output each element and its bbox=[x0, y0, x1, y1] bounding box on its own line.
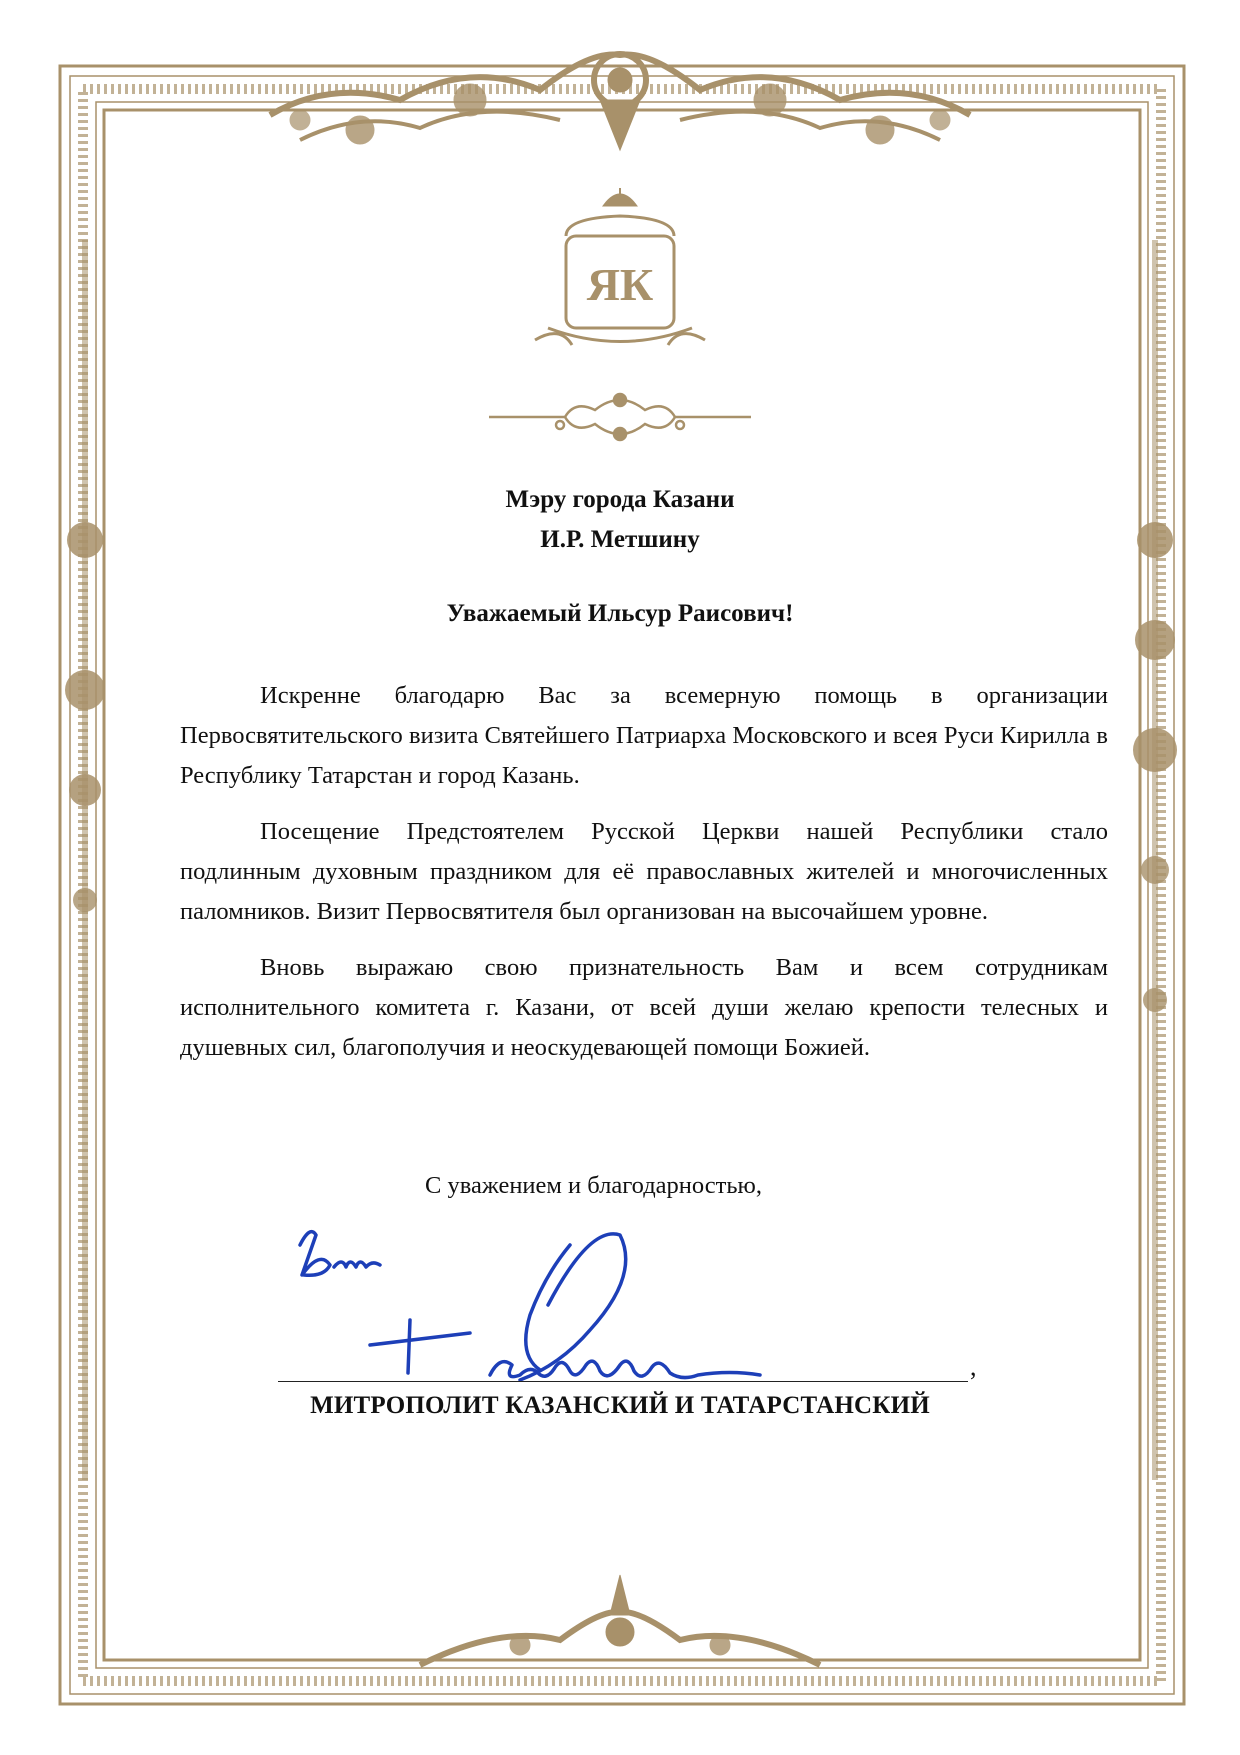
signature-handwritten bbox=[290, 1205, 850, 1395]
body-paragraph-3: Вновь выражаю свою признательность Вам и всем сотрудникам исполнительного комитета г. Казани, от всей души желаю крепости телесных и душевных сил, благополучия и неоскудевающей помощи Божией. bbox=[180, 954, 1108, 1061]
closing-phrase: С уважением и благодарностью, bbox=[425, 1172, 762, 1199]
signature-line bbox=[278, 1381, 968, 1382]
signature-comma: , bbox=[970, 1352, 977, 1381]
addressee-block bbox=[0, 480, 1240, 560]
flourish-ornament-icon bbox=[489, 394, 751, 440]
salutation: Уважаемый Ильсур Раисович! bbox=[446, 600, 794, 627]
bottom-garland-ornament bbox=[420, 1575, 820, 1665]
monogram-letters: ЯК bbox=[586, 259, 654, 310]
monogram-emblem-icon bbox=[535, 188, 705, 345]
letter-body bbox=[180, 676, 1108, 1084]
body-paragraph-2: Посещение Предстоятелем Русской Церкви нашей Республики стало подлинным духовным праздником для её православных жителей и многочисленных паломников. Визит Первосвятителя был организован на высочайшем уровне. bbox=[180, 818, 1108, 925]
addressee-title: Мэру города Казани bbox=[505, 486, 735, 513]
signer-title: МИТРОПОЛИТ КАЗАНСКИЙ И ТАТАРСТАНСКИЙ bbox=[310, 1392, 930, 1419]
addressee-name: И.Р. Метшину bbox=[540, 526, 700, 553]
body-paragraph-1: Искренне благодарю Вас за всемерную помощь в организации Первосвятительского визита Святейшего Патриарха Московского и всея Руси Кирилла в Республику Татарстан и город Казань. bbox=[180, 682, 1108, 789]
